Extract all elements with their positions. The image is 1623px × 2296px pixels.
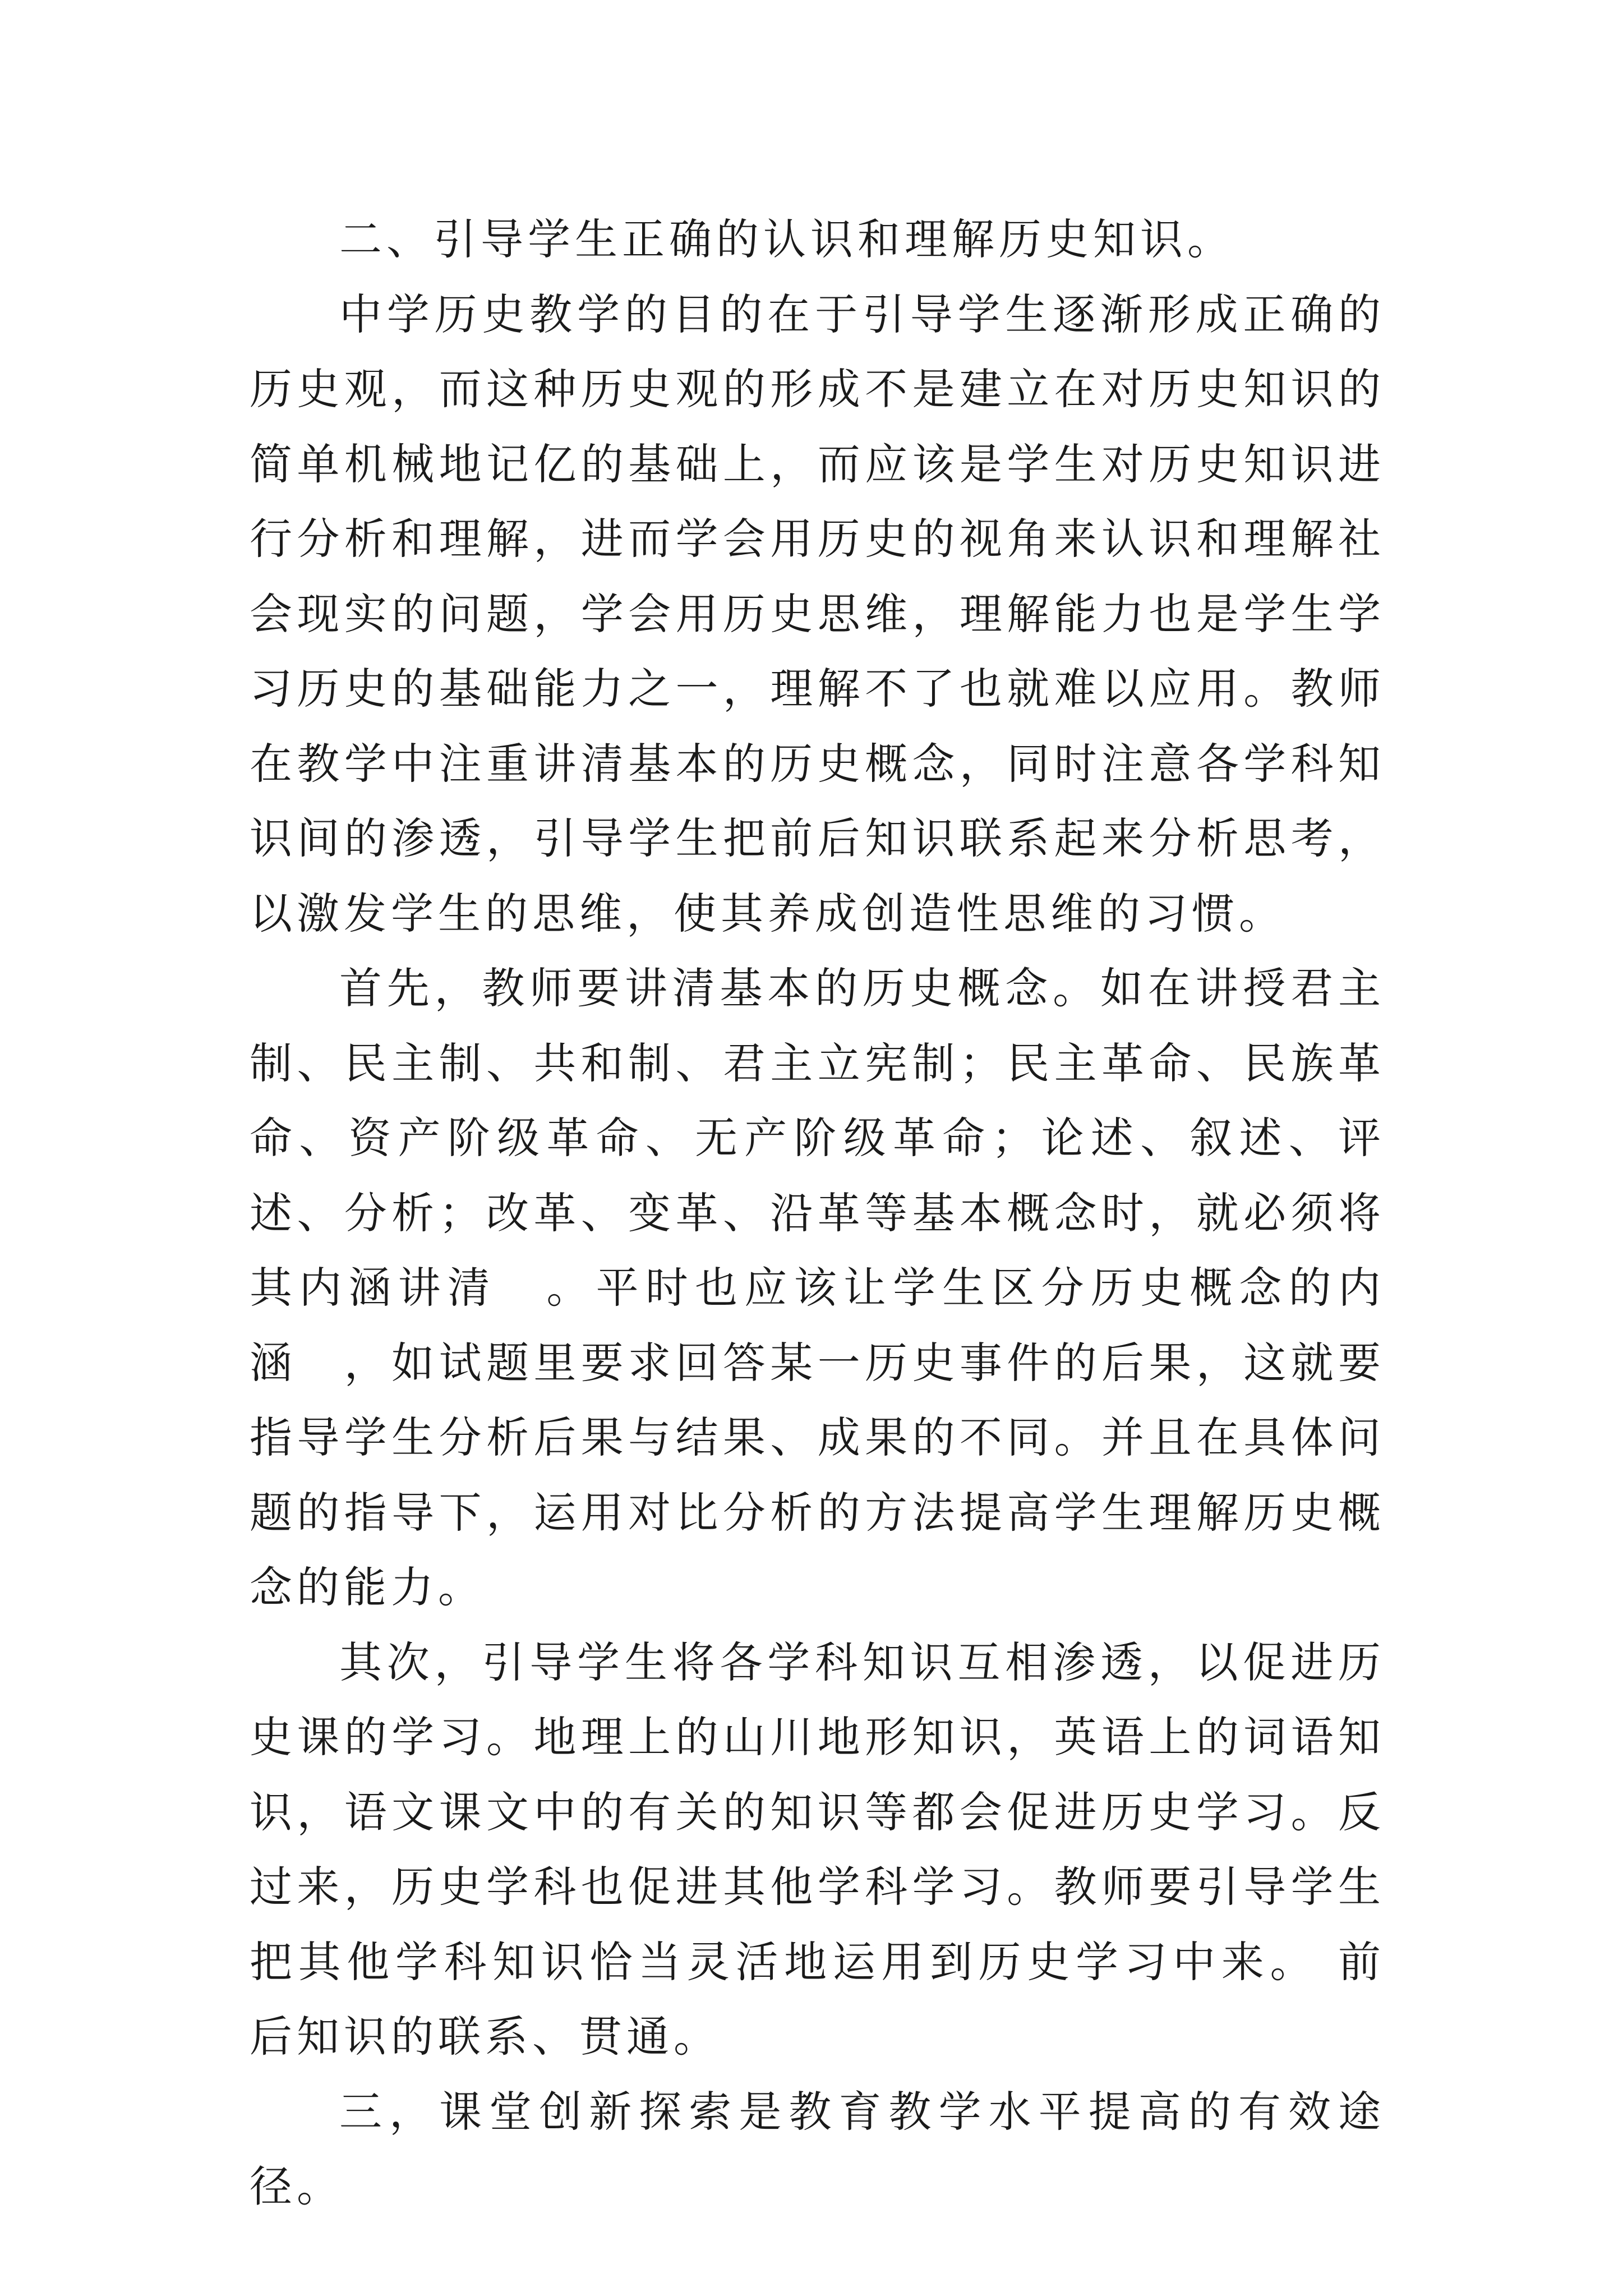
section-heading-3: 三，课堂创新探索是教育教学水平提高的有效途径。 <box>250 2086 1385 2211</box>
paragraph-first-concepts: 首先，教师要讲清基本的历史概念。如在讲授君主制、民主制、共和制、君主立宪制；民主革命、民族革命、资产阶级革命、无产阶级革命；论述、叙述、评述、分析；改革、变革、沿革等基本概念时，就必须将其内涵讲清 。平时也应该让学生区分历史概念的内涵 ，如试题里要求回答某一历史事件的后果，这就要指导学生分析后果与结果、成果的不同。并且在具体问题的指导下，运用对比分析的方法提高学生理解历史概念的能力。 <box>250 963 1385 1612</box>
document-body <box>250 202 1385 2224</box>
paragraph-teaching-goal: 中学历史教学的目的在于引导学生逐渐形成正确的历史观，而这种历史观的形成不是建立在对历史知识的简单机械地记亿的基础上，而应该是学生对历史知识进行分析和理解，进而学会用历史的视角来认识和理解社会现实的问题，学会用历史思维，理解能力也是学生学习历史的基础能力之一，理解不了也就难以应用。教师在教学中注重讲清基本的历史概念，同时注意各学科知识间的渗透，引导学生把前后知识联系起来分析思考，以激发学生的思维，使其养成创造性思维的习惯。 <box>250 289 1385 938</box>
section-heading-2: 二、引导学生正确的认识和理解历史知识。 <box>339 214 1234 264</box>
paragraph-second-interdisciplinary: 其次，引导学生将各学科知识互相渗透，以促进历史课的学习。地理上的山川地形知识，英语上的词语知识，语文课文中的有关的知识等都会促进历史学习。反过来，历史学科也促进其他学科学习。教师要引导学生把其他学科知识恰当灵活地运用到历史学习中来。 前后知识的联系、贯通。 <box>250 1637 1385 2062</box>
